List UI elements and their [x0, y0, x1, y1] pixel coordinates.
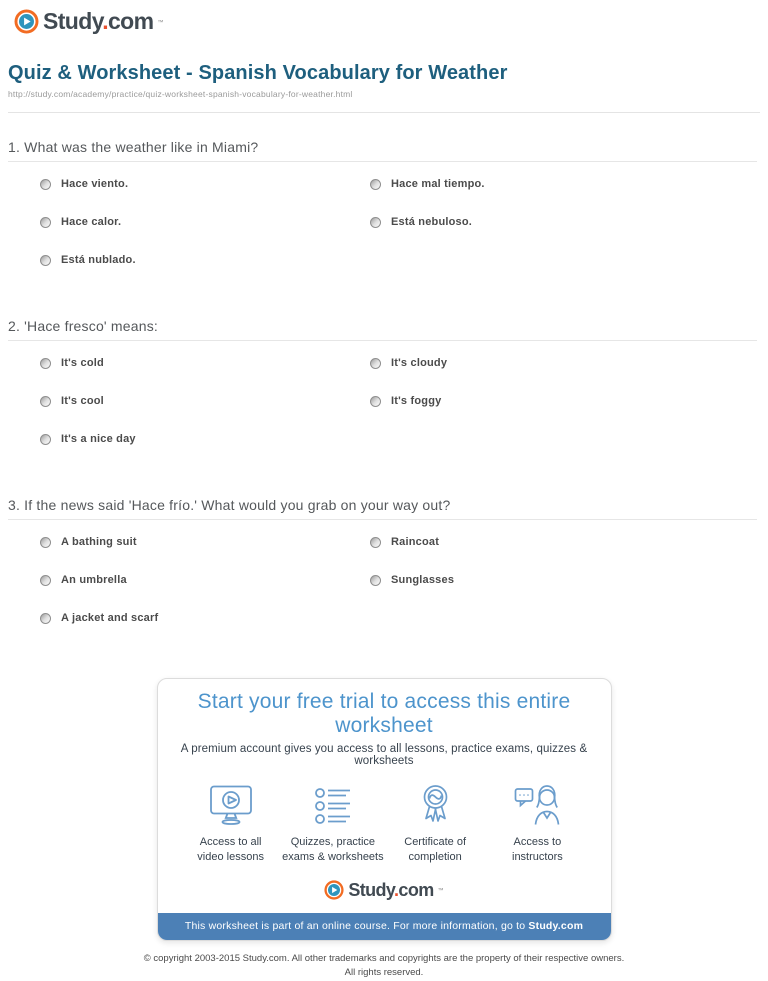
instructors-icon	[486, 784, 588, 826]
question-divider	[8, 519, 757, 520]
question-divider	[8, 340, 757, 341]
answer-option[interactable]	[340, 574, 760, 612]
radio-button[interactable]	[40, 396, 51, 407]
question-heading: 3. If the news said 'Hace frío.' What would you grab on your way out?	[8, 497, 451, 513]
answer-label: It's a nice day	[61, 433, 136, 445]
answer-label: An umbrella	[61, 574, 127, 586]
rights-line: All rights reserved.	[344, 967, 424, 979]
answer-label: It's cool	[61, 395, 104, 407]
feature-label: Quizzes, practice exams & worksheets	[282, 836, 384, 863]
play-logo-icon	[324, 880, 344, 900]
feature-label: Certificate of completion	[404, 836, 466, 863]
free-trial-title: Start your free trial to access this entire worksheet	[197, 690, 571, 737]
question-section-1	[8, 139, 760, 292]
answer-options	[8, 178, 760, 292]
radio-button[interactable]	[40, 575, 51, 586]
feature-label: Access to all video lessons	[197, 836, 264, 863]
question-section-2	[8, 318, 760, 471]
page-url: http://study.com/academy/practice/quiz-worksheet-spanish-vocabulary-for-weather.html	[8, 89, 353, 99]
answer-option[interactable]	[340, 395, 760, 433]
answer-options	[8, 357, 760, 471]
question-section-3	[8, 497, 760, 650]
answer-option[interactable]	[8, 216, 340, 254]
answer-label: Raincoat	[391, 536, 440, 548]
answer-label: Sunglasses	[391, 574, 455, 586]
answer-option[interactable]	[8, 178, 340, 216]
answer-option[interactable]	[8, 574, 340, 612]
brand-text: Study.com	[43, 8, 154, 34]
certificate-icon	[384, 784, 486, 826]
quiz-list-icon	[282, 784, 384, 826]
page-header	[0, 0, 768, 39]
worksheet-content	[8, 62, 760, 981]
promo-logo[interactable]	[324, 880, 443, 900]
radio-button[interactable]	[40, 179, 51, 190]
answer-label: It's foggy	[391, 395, 442, 407]
feature-list	[158, 784, 611, 865]
brand-text: Study.com	[348, 879, 434, 900]
page-title: Quiz & Worksheet - Spanish Vocabulary for Weather	[8, 62, 508, 84]
radio-button[interactable]	[40, 434, 51, 445]
trademark-mark: ™	[157, 19, 164, 26]
free-trial-card	[157, 678, 612, 941]
question-divider	[8, 161, 757, 162]
study-com-link[interactable]: Study.com	[528, 919, 584, 932]
header-logo[interactable]	[14, 9, 163, 34]
radio-button[interactable]	[40, 217, 51, 228]
answer-label: It's cold	[61, 357, 104, 369]
answer-option[interactable]	[8, 254, 340, 292]
trademark-mark: ™	[437, 887, 444, 894]
answer-label: Está nebuloso.	[391, 216, 473, 228]
answer-label: Está nublado.	[61, 254, 136, 266]
banner-text: This worksheet is part of an online course. For more information, go to	[184, 919, 529, 932]
radio-button[interactable]	[370, 358, 381, 369]
answer-option[interactable]	[340, 216, 760, 254]
copyright-line: © copyright 2003-2015 Study.com. All other trademarks and copyrights are the property of their respective owners.	[143, 952, 625, 964]
feature-quizzes	[282, 784, 384, 865]
radio-button[interactable]	[40, 358, 51, 369]
feature-video-lessons	[180, 784, 282, 865]
answer-options	[8, 536, 760, 650]
radio-button[interactable]	[40, 255, 51, 266]
question-heading: 2. 'Hace fresco' means:	[8, 318, 159, 334]
video-lessons-icon	[180, 784, 282, 826]
course-banner	[158, 913, 611, 940]
radio-button[interactable]	[370, 396, 381, 407]
answer-option[interactable]	[8, 536, 340, 574]
footer-copyright	[8, 952, 760, 981]
answer-label: Hace viento.	[61, 178, 129, 190]
free-trial-subtitle: A premium account gives you access to all lessons, practice exams, quizzes & worksheets	[180, 743, 588, 767]
answer-label: It's cloudy	[391, 357, 448, 369]
radio-button[interactable]	[370, 537, 381, 548]
radio-button[interactable]	[40, 613, 51, 624]
feature-label: Access to instructors	[512, 836, 563, 863]
radio-button[interactable]	[370, 575, 381, 586]
feature-certificate	[384, 784, 486, 865]
answer-label: A jacket and scarf	[61, 612, 159, 624]
answer-label: A bathing suit	[61, 536, 137, 548]
feature-instructors	[486, 784, 588, 865]
answer-option[interactable]	[340, 536, 760, 574]
answer-option[interactable]	[340, 357, 760, 395]
play-logo-icon	[14, 9, 39, 34]
answer-option[interactable]	[8, 357, 340, 395]
answer-option[interactable]	[340, 178, 760, 216]
radio-button[interactable]	[40, 537, 51, 548]
answer-option[interactable]	[8, 612, 340, 650]
answer-label: Hace calor.	[61, 216, 122, 228]
radio-button[interactable]	[370, 179, 381, 190]
answer-option[interactable]	[8, 433, 340, 471]
question-heading: 1. What was the weather like in Miami?	[8, 139, 259, 155]
answer-label: Hace mal tiempo.	[391, 178, 485, 190]
header-divider	[8, 112, 760, 113]
radio-button[interactable]	[370, 217, 381, 228]
answer-option[interactable]	[8, 395, 340, 433]
